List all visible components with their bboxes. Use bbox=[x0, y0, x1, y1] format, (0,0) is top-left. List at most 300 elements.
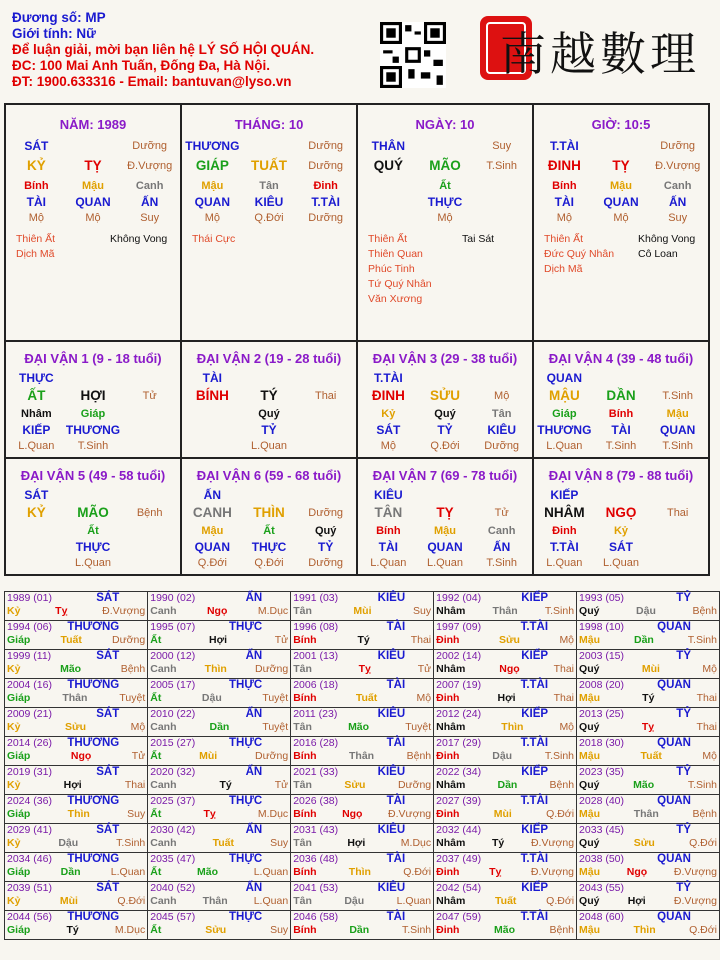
year-cell bbox=[291, 853, 434, 882]
year-cell bbox=[148, 766, 291, 795]
year-branch: Mùi bbox=[353, 605, 372, 617]
year-god: TÀI bbox=[386, 679, 406, 691]
year-bottom bbox=[150, 663, 288, 676]
dai-van-main-2: Thai bbox=[314, 390, 337, 402]
pillar-top bbox=[6, 138, 180, 154]
year-top bbox=[579, 853, 717, 866]
year-top bbox=[7, 737, 145, 750]
year-stem: Đinh bbox=[436, 924, 460, 936]
pillar-top-2: Dưỡng bbox=[660, 140, 696, 152]
year-age: 2011 (23) bbox=[293, 708, 338, 720]
year-top bbox=[293, 621, 431, 634]
years-row bbox=[5, 650, 720, 679]
year-stage: T.Sinh bbox=[687, 779, 717, 791]
dai-van-stages bbox=[182, 438, 356, 454]
hidden-stages bbox=[6, 210, 180, 226]
contact-line: Để luận giải, mời bạn liên hệ LÝ SỐ HỘI QUÁN. bbox=[12, 42, 315, 57]
dai-van-gods-2: QUAN bbox=[660, 423, 696, 437]
address-line: ĐC: 100 Mai Anh Tuấn, Đống Đa, Hà Nội. bbox=[12, 58, 271, 73]
years-row bbox=[5, 708, 720, 737]
pillar-main-0: GIÁP bbox=[195, 158, 229, 173]
hidden-gods-2: ẤN bbox=[669, 195, 687, 209]
year-stage: Mộ bbox=[559, 634, 575, 646]
year-stage: Q.Đới bbox=[689, 837, 717, 849]
year-bottom bbox=[150, 750, 288, 763]
dai-van-label-0: KIẾP bbox=[550, 488, 579, 502]
year-age: 2020 (32) bbox=[150, 766, 196, 778]
pillar-notes bbox=[182, 226, 356, 247]
year-top bbox=[436, 766, 574, 779]
year-age: 2042 (54) bbox=[436, 882, 482, 894]
year-age: 2019 (31) bbox=[7, 766, 52, 778]
year-stem: Ất bbox=[150, 924, 162, 936]
year-god: T.TÀI bbox=[520, 621, 549, 633]
year-stem: Giáp bbox=[7, 750, 31, 762]
year-god: TÀI bbox=[386, 737, 406, 749]
dai-van-title: ĐẠI VẬN 2 (19 - 28 tuổi) bbox=[196, 351, 342, 366]
year-stage: Bệnh bbox=[692, 808, 717, 820]
year-stem: Đinh bbox=[436, 634, 460, 646]
year-bottom bbox=[293, 750, 431, 763]
year-age: 2026 (38) bbox=[293, 795, 339, 807]
year-stem: Đinh bbox=[436, 808, 460, 820]
year-stage: Dưỡng bbox=[397, 779, 432, 791]
dai-van-main-0: BÍNH bbox=[195, 388, 229, 403]
dai-van-stems-1: Ất bbox=[263, 525, 275, 537]
year-top bbox=[436, 795, 574, 808]
year-bottom bbox=[436, 779, 574, 792]
year-top bbox=[7, 708, 145, 721]
year-age: 2022 (34) bbox=[436, 766, 482, 778]
year-bottom bbox=[579, 663, 717, 676]
notes-left bbox=[16, 232, 110, 262]
year-bottom bbox=[579, 721, 717, 734]
year-top bbox=[293, 708, 431, 721]
year-top bbox=[7, 592, 145, 605]
year-branch: Sửu bbox=[205, 924, 227, 936]
year-age: 2004 (16) bbox=[7, 679, 52, 691]
year-god: TỶ bbox=[676, 592, 691, 604]
year-stage: Thai bbox=[410, 634, 432, 646]
year-bottom bbox=[150, 895, 288, 908]
year-bottom bbox=[436, 721, 574, 734]
pillar-top-0: SÁT bbox=[24, 139, 49, 153]
hidden-stems-0: Bính bbox=[24, 180, 49, 192]
dai-van-gods bbox=[182, 422, 356, 438]
year-top bbox=[436, 824, 574, 837]
phone-email-line[interactable]: ĐT: 1900.633316 - Email: bantuvan@lyso.vn bbox=[12, 74, 292, 89]
hidden-gods bbox=[6, 194, 180, 210]
year-branch: Dần bbox=[634, 634, 654, 646]
year-cell bbox=[148, 824, 291, 853]
years-row bbox=[5, 621, 720, 650]
year-top bbox=[150, 882, 288, 895]
hidden-stages-1: Mộ bbox=[437, 212, 453, 224]
year-top bbox=[579, 592, 717, 605]
year-god: SÁT bbox=[96, 766, 120, 778]
year-branch: Ngọ bbox=[342, 808, 363, 820]
years-row bbox=[5, 737, 720, 766]
year-branch: Mùi bbox=[59, 895, 78, 907]
dai-van-main bbox=[182, 505, 356, 521]
years-row bbox=[5, 882, 720, 911]
hidden-stems-1: Tân bbox=[259, 180, 279, 192]
year-god: QUAN bbox=[657, 679, 691, 691]
hidden-gods bbox=[358, 194, 532, 210]
year-god: ẤN bbox=[245, 708, 263, 720]
year-bottom bbox=[293, 634, 431, 647]
pillar-cell bbox=[533, 104, 709, 341]
year-stem: Giáp bbox=[7, 808, 31, 820]
year-bottom bbox=[579, 895, 717, 908]
year-stage: Mộ bbox=[130, 721, 146, 733]
hidden-stages bbox=[358, 210, 532, 226]
dai-van-stems-0: Bính bbox=[376, 525, 401, 537]
years-row bbox=[5, 592, 720, 621]
dai-van-stages-0: Q.Đới bbox=[197, 557, 227, 569]
year-stem: Ất bbox=[150, 808, 162, 820]
qr-code-icon[interactable] bbox=[380, 22, 446, 88]
year-stem: Canh bbox=[150, 663, 177, 675]
pillar-main bbox=[6, 158, 180, 174]
years-row bbox=[5, 853, 720, 882]
dai-van-stems bbox=[358, 406, 532, 422]
year-cell bbox=[148, 621, 291, 650]
note-item: Thiên Ất bbox=[16, 233, 56, 245]
dai-van-gods-2: TỶ bbox=[318, 540, 334, 554]
year-top bbox=[579, 882, 717, 895]
year-bottom bbox=[579, 750, 717, 763]
year-top bbox=[293, 824, 431, 837]
pillar-notes bbox=[358, 226, 532, 307]
pillar-main bbox=[534, 158, 708, 174]
hidden-stages-0: Mộ bbox=[556, 212, 572, 224]
hidden-gods bbox=[534, 194, 708, 210]
year-branch: Tỵ bbox=[203, 808, 216, 820]
pillar-main-2: Dưỡng bbox=[308, 160, 344, 172]
year-age: 2000 (12) bbox=[150, 650, 196, 662]
year-bottom bbox=[7, 779, 145, 792]
hidden-gods-1: KIÊU bbox=[254, 195, 284, 209]
year-god: KIÊU bbox=[377, 650, 406, 662]
year-bottom bbox=[293, 866, 431, 879]
dai-van-stems-2: Canh bbox=[487, 525, 516, 537]
dai-van-stems bbox=[534, 406, 708, 422]
year-top bbox=[7, 911, 145, 924]
year-bottom bbox=[293, 924, 431, 937]
pillar-top-0: T.TÀI bbox=[550, 139, 579, 153]
dai-van-gods bbox=[534, 539, 708, 555]
hidden-stages-0: Mộ bbox=[204, 212, 220, 224]
year-god: TÀI bbox=[386, 853, 406, 865]
year-god: KIẾP bbox=[521, 882, 549, 894]
year-age: 2014 (26) bbox=[7, 737, 52, 749]
dai-van-main-1: TỴ bbox=[436, 505, 454, 520]
year-cell bbox=[148, 853, 291, 882]
year-top bbox=[293, 795, 431, 808]
year-bottom bbox=[436, 634, 574, 647]
year-branch: Tuất bbox=[495, 895, 517, 907]
hidden-stages-1: Mộ bbox=[85, 212, 101, 224]
year-god: SÁT bbox=[96, 882, 120, 894]
notes-right bbox=[110, 232, 167, 262]
year-top bbox=[7, 795, 145, 808]
dai-van-gods-2: KIÊU bbox=[487, 423, 517, 437]
year-top bbox=[7, 853, 145, 866]
year-top bbox=[579, 795, 717, 808]
year-bottom bbox=[293, 663, 431, 676]
year-stage: Dưỡng bbox=[112, 634, 146, 646]
year-stage: Q.Đới bbox=[689, 924, 717, 936]
year-stem: Quý bbox=[579, 779, 600, 791]
logo-text: 南越數理 bbox=[500, 27, 700, 81]
year-god: TỶ bbox=[676, 824, 691, 836]
year-god: THƯƠNG bbox=[67, 737, 120, 749]
year-branch: Tuất bbox=[60, 634, 82, 646]
hidden-stems bbox=[358, 178, 532, 194]
pillar-main-2: Đ.Vượng bbox=[655, 160, 701, 172]
pillar-main-1: TUẤT bbox=[251, 158, 287, 173]
year-stage: Tuyệt bbox=[119, 692, 146, 704]
year-cell bbox=[148, 592, 291, 621]
year-god: TỶ bbox=[676, 882, 691, 894]
year-stem: Nhâm bbox=[436, 605, 466, 617]
pillar-title: NGÀY: 10 bbox=[415, 117, 475, 132]
year-top bbox=[150, 766, 288, 779]
year-top bbox=[150, 737, 288, 750]
year-stem: Tân bbox=[293, 837, 312, 849]
year-bottom bbox=[150, 692, 288, 705]
year-top bbox=[150, 650, 288, 663]
dai-van-stages-2: Dưỡng bbox=[308, 557, 344, 569]
year-bottom bbox=[579, 692, 717, 705]
dai-van-main bbox=[6, 388, 180, 404]
year-age: 2001 (13) bbox=[293, 650, 339, 662]
dai-van-stages-1: T.Sinh bbox=[77, 440, 109, 452]
year-stem: Bính bbox=[293, 634, 317, 646]
year-top bbox=[7, 824, 145, 837]
dai-van-stems-0: Nhâm bbox=[21, 408, 52, 420]
year-cell bbox=[148, 795, 291, 824]
year-stem: Quý bbox=[579, 837, 600, 849]
year-branch: Ngọ bbox=[499, 663, 520, 675]
year-age: 2028 (40) bbox=[579, 795, 624, 807]
dai-van-stages-2: T.Sinh bbox=[662, 440, 693, 452]
dai-van-title: ĐẠI VẬN 4 (39 - 48 tuổi) bbox=[548, 351, 694, 366]
year-stage: M.Dục bbox=[257, 605, 289, 617]
year-top bbox=[436, 737, 574, 750]
year-bottom bbox=[7, 634, 145, 647]
pillar-main bbox=[358, 158, 532, 174]
year-stem: Tân bbox=[293, 721, 312, 733]
logo bbox=[478, 10, 713, 90]
year-stem: Kỷ bbox=[7, 837, 21, 849]
year-branch: Mùi bbox=[493, 808, 512, 820]
year-top bbox=[579, 766, 717, 779]
dai-van-main-2: Bệnh bbox=[136, 507, 163, 519]
pillar-main-1: TỴ bbox=[84, 158, 102, 173]
year-god: KIẾP bbox=[521, 766, 549, 778]
dai-van-gods-0: T.TÀI bbox=[550, 540, 579, 554]
dai-van-stems-1: Quý bbox=[434, 408, 456, 420]
year-god: T.TÀI bbox=[520, 795, 549, 807]
year-age: 2027 (39) bbox=[436, 795, 482, 807]
year-branch: Sửu bbox=[633, 837, 655, 849]
year-branch: Dậu bbox=[201, 692, 222, 704]
dai-van-main-2: Mộ bbox=[494, 390, 510, 402]
year-cell bbox=[577, 621, 720, 650]
dai-van-stages bbox=[6, 438, 180, 454]
year-stage: Suy bbox=[127, 808, 146, 820]
year-cell bbox=[577, 766, 720, 795]
dai-van-stems-0: Mậu bbox=[201, 525, 224, 537]
year-cell bbox=[5, 592, 148, 621]
year-age: 2048 (60) bbox=[579, 911, 624, 923]
hidden-stems-0: Bính bbox=[552, 180, 577, 192]
year-stem: Canh bbox=[150, 605, 177, 617]
dai-van-main-0: KỶ bbox=[26, 505, 46, 520]
year-cell bbox=[434, 766, 577, 795]
year-branch: Dậu bbox=[492, 750, 513, 762]
year-branch: Tý bbox=[66, 924, 79, 936]
year-branch: Dần bbox=[497, 779, 518, 791]
year-stem: Canh bbox=[150, 779, 177, 791]
dai-van-stems bbox=[182, 406, 356, 422]
year-god: THỰC bbox=[229, 853, 263, 865]
year-bottom bbox=[579, 924, 717, 937]
year-stem: Bính bbox=[293, 866, 317, 878]
year-branch: Mùi bbox=[641, 663, 660, 675]
year-cell bbox=[5, 766, 148, 795]
note-item: Tứ Quý Nhân bbox=[368, 278, 432, 290]
hidden-stems bbox=[534, 178, 708, 194]
dai-van-stages-1: L.Quan bbox=[602, 557, 640, 569]
hidden-stages bbox=[534, 210, 708, 226]
pillar-main-0: KỶ bbox=[26, 158, 46, 173]
note-item: Dịch Mã bbox=[544, 263, 583, 275]
year-stage: T.Sinh bbox=[687, 634, 717, 646]
year-age: 2002 (14) bbox=[436, 650, 482, 662]
year-stem: Bính bbox=[293, 924, 317, 936]
dai-van-gods bbox=[182, 539, 356, 555]
year-cell bbox=[577, 795, 720, 824]
hidden-gods-2: ẤN bbox=[141, 195, 159, 209]
hidden-stages-1: Mộ bbox=[613, 212, 629, 224]
year-stage: L.Quan bbox=[396, 895, 432, 907]
dai-van-stages-1: L.Quan bbox=[74, 557, 112, 569]
year-top bbox=[150, 708, 288, 721]
year-bottom bbox=[150, 866, 288, 879]
note-item: Tai Sát bbox=[462, 233, 495, 245]
year-branch: Tỵ bbox=[55, 605, 68, 617]
year-cell bbox=[434, 679, 577, 708]
year-god: KIÊU bbox=[377, 882, 406, 894]
year-god: SÁT bbox=[96, 824, 120, 836]
year-stage: Dưỡng bbox=[254, 750, 289, 762]
year-top bbox=[293, 592, 431, 605]
year-bottom bbox=[7, 808, 145, 821]
year-bottom bbox=[7, 895, 145, 908]
year-cell bbox=[5, 824, 148, 853]
year-cell bbox=[577, 853, 720, 882]
year-stage: Đ.Vượng bbox=[673, 866, 717, 878]
year-branch: Mão bbox=[493, 924, 515, 936]
year-stage: Đ.Vượng bbox=[102, 605, 146, 617]
year-cell bbox=[577, 679, 720, 708]
year-god: TÀI bbox=[386, 621, 406, 633]
year-branch: Tuất bbox=[355, 692, 378, 704]
year-age: 2044 (56) bbox=[7, 911, 52, 923]
year-age: 1995 (07) bbox=[150, 621, 196, 633]
year-stage: Suy bbox=[270, 837, 289, 849]
year-age: 2037 (49) bbox=[436, 853, 482, 865]
pillar-top bbox=[358, 138, 532, 154]
year-top bbox=[150, 621, 288, 634]
dai-van-stems-1: Kỷ bbox=[613, 525, 629, 537]
dai-van-stages-1: T.Sinh bbox=[605, 440, 637, 452]
year-bottom bbox=[579, 866, 717, 879]
dai-van-stems-1: Bính bbox=[608, 408, 634, 420]
year-stage: Bệnh bbox=[120, 663, 146, 675]
year-stem: Kỷ bbox=[7, 663, 21, 675]
dai-van-gods-1: TỶ bbox=[261, 423, 277, 437]
dai-van-gods bbox=[534, 422, 708, 438]
year-stem: Nhâm bbox=[436, 779, 466, 791]
note-item: Thái Cực bbox=[192, 233, 236, 245]
year-branch: Hợi bbox=[347, 837, 366, 849]
year-age: 2031 (43) bbox=[293, 824, 339, 836]
year-stage: M.Dục bbox=[400, 837, 432, 849]
year-age: 1998 (10) bbox=[579, 621, 624, 633]
year-bottom bbox=[7, 750, 145, 763]
year-age: 2007 (19) bbox=[436, 679, 482, 691]
dai-van-stages-0: L.Quan bbox=[546, 440, 583, 452]
year-god: QUAN bbox=[657, 853, 691, 865]
year-stem: Tân bbox=[293, 605, 312, 617]
year-top bbox=[7, 650, 145, 663]
year-stage: Tử bbox=[131, 750, 146, 762]
dai-van-label-0: ẤN bbox=[203, 488, 221, 502]
year-branch: Dần bbox=[60, 866, 81, 878]
dai-van-gods-1: THỰC bbox=[251, 540, 287, 554]
dai-van-stems bbox=[534, 523, 708, 539]
dai-van-main bbox=[534, 388, 708, 404]
year-stem: Giáp bbox=[7, 866, 31, 878]
years-row bbox=[5, 824, 720, 853]
dai-van-main-1: NGỌ bbox=[605, 505, 637, 520]
year-top bbox=[293, 650, 431, 663]
hidden-gods-0: QUAN bbox=[194, 195, 230, 209]
year-branch: Hợi bbox=[497, 692, 516, 704]
hidden-gods-0: TÀI bbox=[554, 195, 574, 209]
year-god: ẤN bbox=[245, 592, 263, 604]
year-branch: Thìn bbox=[348, 866, 371, 878]
year-top bbox=[150, 853, 288, 866]
dai-van-main-2: Thai bbox=[666, 507, 689, 519]
dai-van-stages-0: L.Quan bbox=[370, 557, 407, 569]
hidden-stages bbox=[182, 210, 356, 226]
dai-van-cell bbox=[357, 341, 533, 458]
year-god: QUAN bbox=[657, 911, 691, 923]
year-top bbox=[7, 882, 145, 895]
dai-van-cell bbox=[5, 341, 181, 458]
dai-van-stems-0: Giáp bbox=[552, 408, 577, 420]
year-branch: Tuất bbox=[640, 750, 662, 762]
year-branch: Tỵ bbox=[641, 721, 655, 733]
note-item: Đức Quý Nhân bbox=[544, 248, 615, 260]
year-top bbox=[436, 882, 574, 895]
note-item: Không Vong bbox=[110, 233, 168, 245]
